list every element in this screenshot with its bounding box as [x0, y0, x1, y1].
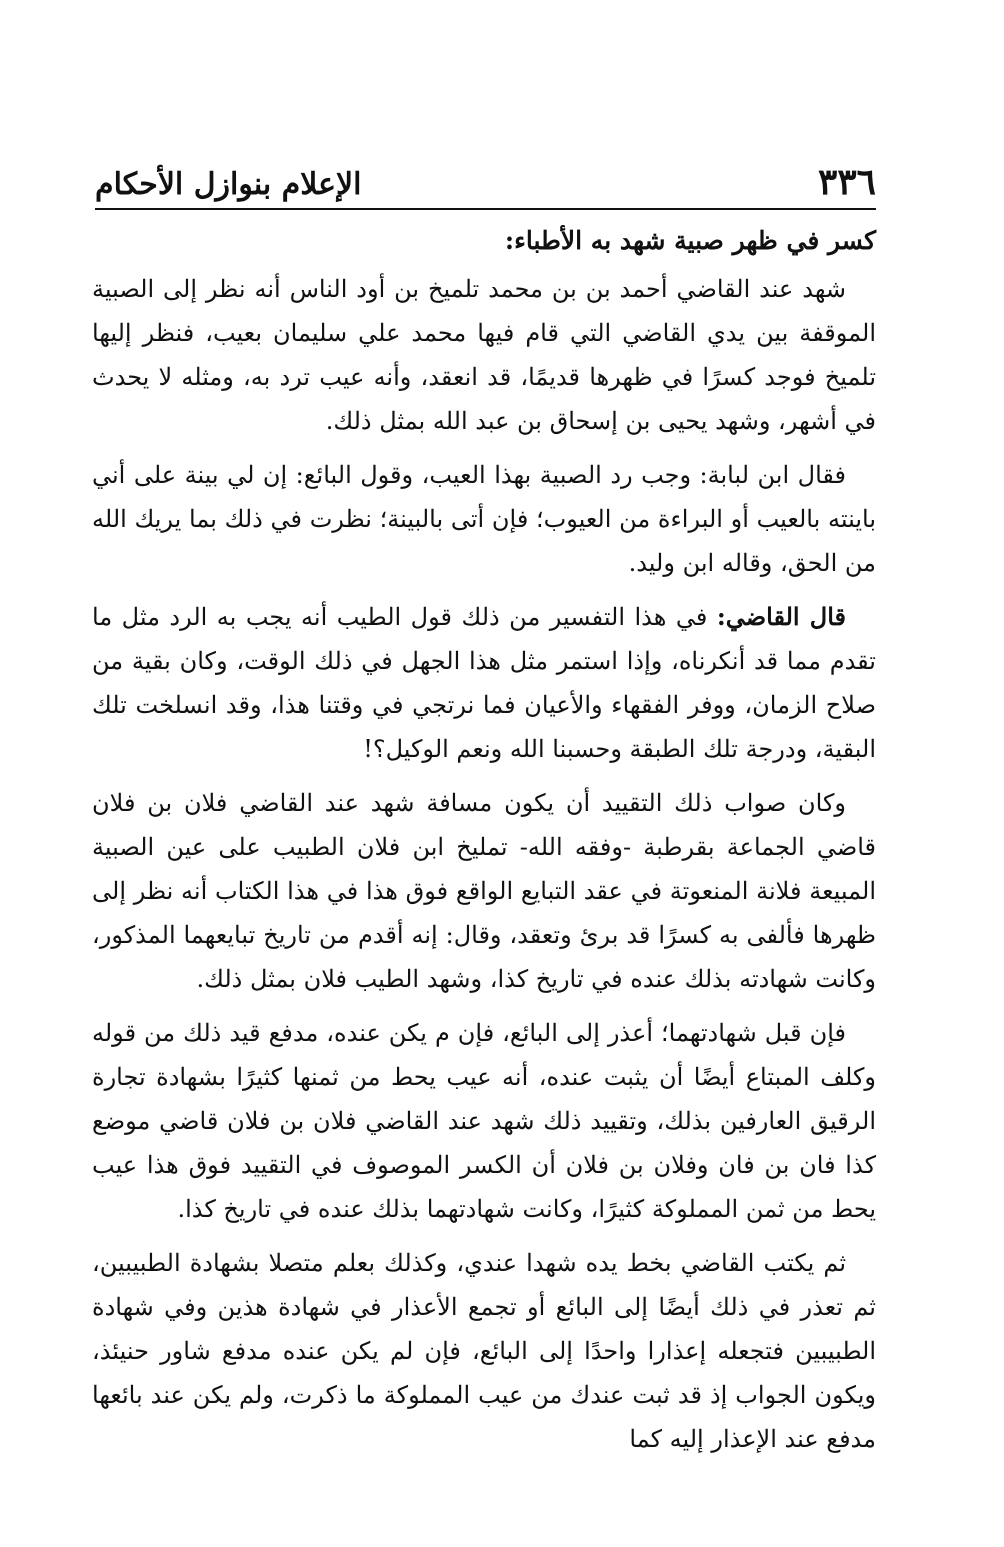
section-title: كسر في ظهر صبية شهد به الأطباء:: [504, 226, 876, 255]
paragraph-4: [92, 781, 876, 1001]
paragraph-text: وكان صواب ذلك التقييد أن يكون مسافة شهد عند القاضي فلان بن فلان قاضي الجماعة بقرطبة -وفقه الله- تمليخ ابن فلان الطبيب على عين الصبية المبيعة فلانة المنعوتة في عقد التبايع الواقع فوق هذا في هذا الكتاب أنه نظر إلى ظهرها فألفى به كسرًا قد برئ وتعقد، وقال: إنه أقدم من تاريخ تبايعهما المذكور، وكانت شهادته بذلك عنده في تاريخ كذا، وشهد الطيب فلان بمثل ذلك.: [92, 789, 876, 993]
running-header: [95, 138, 876, 210]
paragraph-2: [92, 453, 876, 585]
paragraph-lead: قال القاضي:: [716, 602, 846, 631]
paragraph-text: ثم يكتب القاضي بخط يده شهدا عندي، وكذلك بعلم متصلا بشهادة الطبيبين، ثم تعذر في ذلك أيضًا إلى البائع أو تجمع الأعذار في شهادة هذين وفي شهادة الطبيبين فتجعله إعذارا واحدًا إلى البائع، فإن لم يكن عنده مدفع شاور حنيئذ، ويكون الجواب إذ قد ثبت عندك من عيب المملوكة ما ذكرت، ولم يكن عند بائعها مدفع عند الإعذار إليه كما: [92, 1249, 876, 1453]
paragraph-1: [92, 267, 876, 443]
page-body: [92, 218, 876, 1471]
paragraph-6: [92, 1241, 876, 1461]
paragraph-3: [92, 595, 876, 771]
paragraph-text: في هذا التفسير من ذلك قول الطيب أنه يجب به الرد مثل ما تقدم مما قد أنكرناه، وإذا استمر مثل هذا الجهل في ذلك الوقت، وكان بقية من صلاح الزمان، ووفر الفقهاء والأعيان فما نرتجي في وقتنا هذا، وقد انسلخت تلك البقية، ودرجة تلك الطبقة وحسبنا الله ونعم الوكيل؟!: [92, 603, 876, 763]
paragraph-5: [92, 1011, 876, 1231]
paragraph-text: فإن قبل شهادتهما؛ أعذر إلى البائع، فإن م يكن عنده، مدفع قيد ذلك من قوله وكلف المبتاع أيضًا أن يثبت عنده، أنه عيب يحط من ثمنها كثيرًا بشهادة تجارة الرقيق العارفين بذلك، وتقييد ذلك شهد عند القاضي فلان بن فلان قاضي موضع كذا فان بن فان وفلان بن فلان أن الكسر الموصوف في التقييد فوق هذا عيب يحط من ثمن المملوكة كثيرًا، وكانت شهادتهما بذلك عنده في تاريخ كذا.: [92, 1019, 877, 1223]
running-title: الإعلام بنوازل الأحكام: [95, 167, 362, 202]
paragraph-text: فقال ابن لبابة: وجب رد الصبية بهذا العيب، وقول البائع: إن لي بينة على أني باينته بالعيب أو البراءة من العيوب؛ فإن أتى بالبينة؛ نظرت في ذلك بما يريك الله من الحق، وقاله ابن وليد.: [92, 461, 876, 577]
paragraph-text: شهد عند القاضي أحمد بن بن محمد تلميخ بن أود الناس أنه نظر إلى الصبية الموقفة بين يدي القاضي التي قام فيها محمد علي سليمان بعيب، فنظر إليها تلميخ فوجد كسرًا في ظهرها قديمًا، قد انعقد، وأنه عيب ترد به، ومثله لا يحدث في أشهر، وشهد يحيى بن إسحاق بن عبد الله بمثل ذلك.: [92, 275, 876, 435]
page-number: ٣٣٦: [817, 161, 876, 203]
